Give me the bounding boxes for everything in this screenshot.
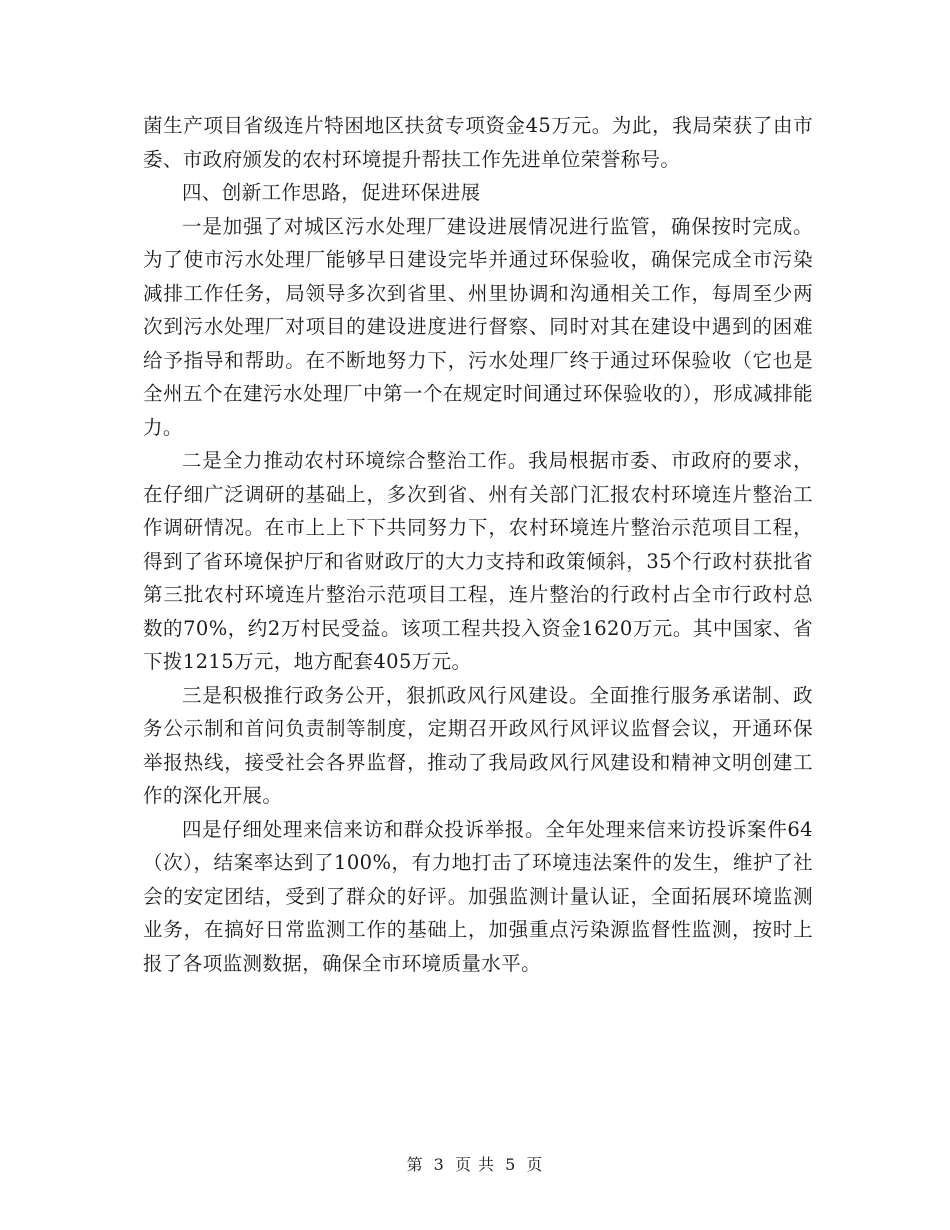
paragraph-2: 一是加强了对城区污水处理厂建设进展情况进行监管，确保按时完成。为了使市污水处理厂能够早日建设完毕并通过环保验收，确保完成全市污染减排工作任务，局领导多次到省里、州里协调和沟通相关工作，每周至少两次到污水处理厂对项目的建设进度进行督察、同时对其在建设中遇到的困难给予指导和帮助。在不断地努力下，污水处理厂终于通过环保验收（它也是全州五个在建污水处理厂中第一个在规定时间通过环保验收的），形成减排能力。 bbox=[143, 214, 813, 439]
footer-prefix: 第 bbox=[406, 1155, 424, 1174]
document-body bbox=[143, 109, 813, 980]
footer-current-page: 3 bbox=[433, 1155, 445, 1174]
footer-total-pages: 5 bbox=[505, 1155, 517, 1174]
paragraph-3: 二是全力推动农村环境综合整治工作。我局根据市委、市政府的要求，在仔细广泛调研的基础上，多次到省、州有关部门汇报农村环境连片整治工作调研情况。在市上上下下共同努力下，农村环境连片整治示范项目工程，得到了省环境保护厅和省财政厅的大力支持和政策倾斜，35个行政村获批省第三批农村环境连片整治示范项目工程，连片整治的行政村占全市行政村总数的70%，约2万村民受益。该项工程共投入资金1620万元。其中国家、省下拨1215万元，地方配套405万元。 bbox=[143, 449, 813, 673]
paragraph-1: 菌生产项目省级连片特困地区扶贫专项资金45万元。为此，我局荣获了由市委、市政府颁发的农村环境提升帮扶工作先进单位荣誉称号。 bbox=[143, 114, 813, 171]
section-heading: 四、创新工作思路，促进环保进展 bbox=[182, 181, 481, 204]
footer-middle: 页 共 bbox=[454, 1155, 496, 1174]
paragraph-4: 三是积极推行政务公开，狠抓政风行风建设。全面推行服务承诺制、政务公示制和首问负责制等制度，定期召开政风行风评议监督会议，开通环保举报热线，接受社会各界监督，推动了我局政风行风建设和精神文明创建工作的深化开展。 bbox=[143, 683, 813, 807]
footer-suffix: 页 bbox=[526, 1155, 544, 1174]
page-footer bbox=[0, 1152, 950, 1175]
paragraph-5: 四是仔细处理来信来访和群众投诉举报。全年处理来信来访投诉案件64（次），结案率达到了100%，有力地打击了环境违法案件的发生，维护了社会的安定团结，受到了群众的好评。加强监测计量认证，全面拓展环境监测业务，在搞好日常监测工作的基础上，加强重点污染源监督性监测，按时上报了各项监测数据，确保全市环境质量水平。 bbox=[143, 817, 813, 975]
